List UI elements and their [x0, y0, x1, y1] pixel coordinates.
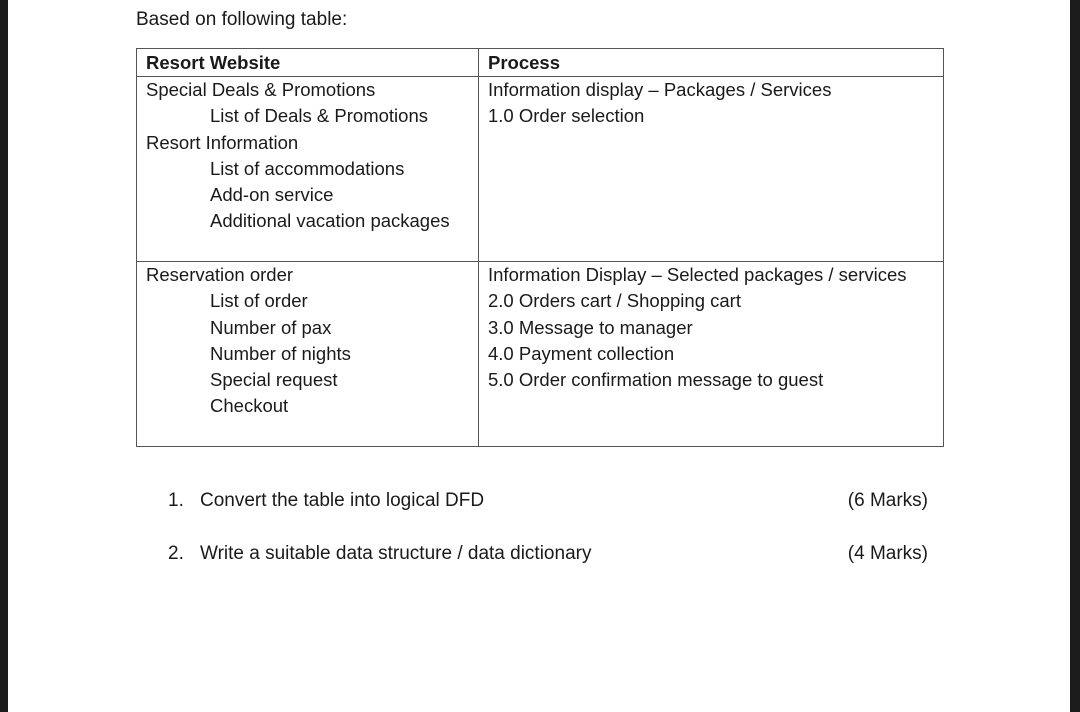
- website-item: Special Deals & Promotions: [146, 79, 376, 100]
- question-number: 1.: [168, 490, 184, 511]
- question-text: Convert the table into logical DFD: [200, 490, 485, 511]
- website-subitem: List of Deals & Promotions: [210, 105, 428, 127]
- table-row: [137, 262, 944, 447]
- website-item: Resort Information: [146, 131, 299, 153]
- resort-website-cell: [137, 77, 479, 262]
- process-item: Information display – Packages / Services: [488, 79, 832, 100]
- process-item: 5.0 Order confirmation message to guest: [488, 369, 824, 391]
- table-header-row: [137, 49, 944, 77]
- process-cell: [479, 262, 944, 447]
- question-text: Write a suitable data structure / data dictionary: [200, 543, 592, 564]
- resort-process-table: [136, 48, 944, 447]
- process-item: 4.0 Payment collection: [488, 342, 675, 364]
- resort-website-cell: [137, 262, 479, 447]
- website-subitem: List of accommodations: [210, 157, 405, 179]
- process-item: 2.0 Orders cart / Shopping cart: [488, 290, 741, 312]
- website-subitem: Add-on service: [210, 184, 334, 206]
- intro-text: Based on following table:: [136, 9, 348, 30]
- process-item: 1.0 Order selection: [488, 105, 645, 127]
- website-subitem: Additional vacation packages: [210, 210, 450, 232]
- process-cell: [479, 77, 944, 262]
- document-page: [8, 0, 1070, 712]
- question-marks: (4 Marks): [847, 543, 928, 564]
- question-number: 2.: [168, 543, 184, 564]
- table-row: [137, 77, 944, 262]
- process-item: Information Display – Selected packages / services: [488, 264, 907, 285]
- website-subitem: Checkout: [210, 395, 289, 417]
- website-subitem: List of order: [210, 290, 308, 312]
- header-process: Process: [479, 49, 944, 77]
- website-subitem: Number of pax: [210, 316, 332, 338]
- website-subitem: Number of nights: [210, 342, 351, 364]
- question-marks: (6 Marks): [847, 490, 928, 511]
- website-subitem: Special request: [210, 369, 338, 391]
- process-item: 3.0 Message to manager: [488, 316, 693, 338]
- header-resort-website: Resort Website: [137, 49, 479, 77]
- website-item: Reservation order: [146, 264, 294, 285]
